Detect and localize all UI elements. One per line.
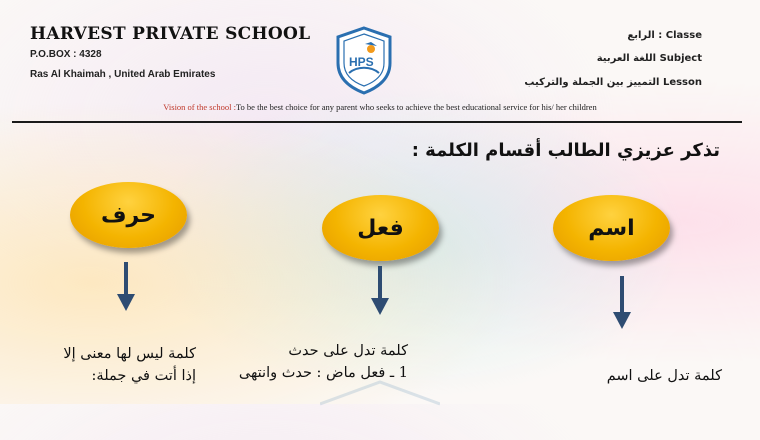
po-box: P.O.BOX : 4328 xyxy=(30,49,102,60)
part-fil-desc xyxy=(239,340,408,384)
lesson-label: التمييز بين الجملة والتركيب Lesson xyxy=(524,77,702,88)
part-fil-title: فعل xyxy=(357,215,404,241)
lesson-heading: تذكر عزيزي الطالب أقسام الكلمة : xyxy=(411,140,720,161)
header-divider xyxy=(12,121,742,123)
class-label: الرابع : Classe xyxy=(627,30,702,41)
down-arrow-icon xyxy=(116,262,136,312)
part-harf-desc xyxy=(63,343,196,387)
subject-label: اللغة العربية Subject xyxy=(596,53,702,64)
part-fil-desc-line1: كلمة تدل على حدث xyxy=(288,343,408,359)
part-ism-title: اسم xyxy=(588,215,635,241)
part-ism-oval xyxy=(553,195,670,261)
document-header xyxy=(0,0,760,122)
background-shape xyxy=(320,380,440,440)
down-arrow-icon xyxy=(612,276,632,330)
vision-label: Vision of the school : xyxy=(163,102,236,112)
part-ism-desc xyxy=(607,365,722,387)
part-fil-desc-line2: 1 ـ فعل ماض : حدث وانتهى xyxy=(238,365,408,381)
part-harf-title: حرف xyxy=(100,202,157,228)
vision-statement xyxy=(0,102,760,112)
part-fil-oval xyxy=(322,195,439,261)
logo-text: HPS xyxy=(349,55,374,69)
school-address: Ras Al Khaimah , United Arab Emirates xyxy=(30,69,216,80)
school-logo xyxy=(333,25,395,95)
down-arrow-icon xyxy=(370,266,390,316)
part-harf-desc-line2: إذا أتت في جملة: xyxy=(91,368,196,384)
part-harf-desc-line1: كلمة ليس لها معنى إلا xyxy=(63,346,196,362)
part-harf-oval xyxy=(70,182,187,248)
school-name: HARVEST PRIVATE SCHOOL xyxy=(30,24,311,44)
vision-text: To be the best choice for any parent who seeks to achieve the best educational service for his/ her children xyxy=(235,102,597,112)
part-ism-desc-line1: كلمة تدل على اسم xyxy=(606,368,722,384)
